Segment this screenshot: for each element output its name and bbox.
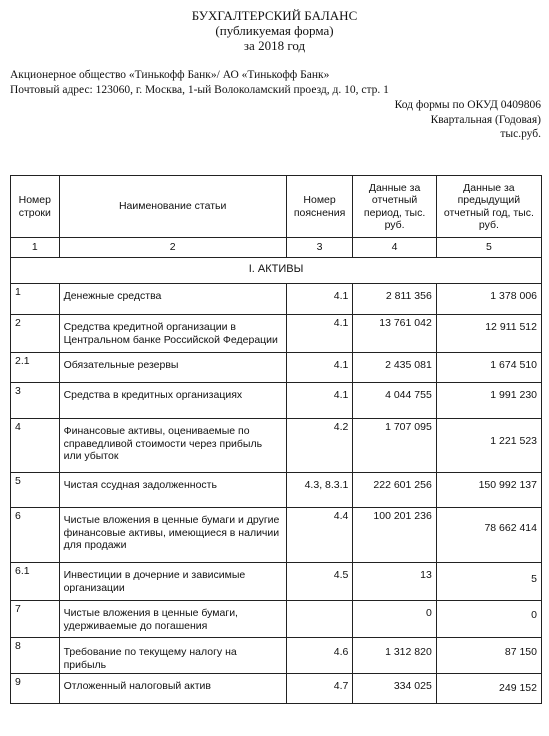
row-current: 13 761 042 [353,315,436,353]
column-number: 5 [436,238,541,258]
row-name: Денежные средства [59,284,286,315]
row-note: 4.1 [286,353,353,383]
row-number: 7 [11,601,60,638]
row-name: Требование по текущему налогу на прибыль [59,638,286,674]
section-row [11,258,542,284]
row-name: Отложенный налоговый актив [59,674,286,704]
company-name: Акционерное общество «Тинькофф Банк»/ АО «Тинькофф Банк» [10,69,330,81]
form-units: тыс.руб. [500,128,541,140]
row-number: 6.1 [11,563,60,601]
row-note: 4.1 [286,383,353,419]
header-previous-year: Данные за предыдущий отчетный год, тыс. руб. [436,176,541,238]
section-title: I. АКТИВЫ [11,258,542,284]
table-row [11,601,542,638]
header-current-period: Данные за отчетный период, тыс. руб. [353,176,436,238]
row-previous: 249 152 [436,674,541,704]
row-note: 4.4 [286,508,353,563]
row-previous: 150 992 137 [436,473,541,508]
row-current: 13 [353,563,436,601]
row-current: 0 [353,601,436,638]
table-row [11,674,542,704]
document-title: БУХГАЛТЕРСКИЙ БАЛАНС [191,8,358,23]
row-current: 222 601 256 [353,473,436,508]
row-name: Средства в кредитных организациях [59,383,286,419]
row-number: 2 [11,315,60,353]
row-name: Финансовые активы, оцениваемые по справедливой стоимости через прибыль или убыток [59,419,286,473]
row-name: Чистая ссудная задолженность [59,473,286,508]
row-current: 1 707 095 [353,419,436,473]
row-current: 1 312 820 [353,638,436,674]
form-code: Код формы по ОКУД 0409806 [394,99,541,111]
row-previous: 1 991 230 [436,383,541,419]
column-number: 2 [59,238,286,258]
row-previous: 0 [436,601,541,638]
column-number-row [11,238,542,258]
row-name: Средства кредитной организации в Центральном банке Российской Федерации [59,315,286,353]
row-note: 4.7 [286,674,353,704]
row-note: 4.6 [286,638,353,674]
table-row [11,638,542,674]
row-note: 4.3, 8.3.1 [286,473,353,508]
row-current: 4 044 755 [353,383,436,419]
row-previous: 87 150 [436,638,541,674]
row-number: 4 [11,419,60,473]
row-name: Инвестиции в дочерние и зависимые организации [59,563,286,601]
row-name: Обязательные резервы [59,353,286,383]
document-subtitle: (публикуемая форма) [215,23,334,38]
header-item-name: Наименование статьи [59,176,286,238]
table-row [11,419,542,473]
row-previous: 1 221 523 [436,419,541,473]
row-number: 8 [11,638,60,674]
company-address: Почтовый адрес: 123060, г. Москва, 1-ый Волоколамский проезд, д. 10, стр. 1 [10,84,389,96]
row-note: 4.1 [286,315,353,353]
row-number: 1 [11,284,60,315]
row-previous: 1 674 510 [436,353,541,383]
row-note [286,601,353,638]
table-row [11,473,542,508]
row-number: 9 [11,674,60,704]
table-row [11,508,542,563]
row-previous: 12 911 512 [436,315,541,353]
column-number: 3 [286,238,353,258]
row-number: 5 [11,473,60,508]
table-row [11,284,542,315]
row-note: 4.5 [286,563,353,601]
row-previous: 1 378 006 [436,284,541,315]
header-row-number: Номер строки [11,176,60,238]
row-current: 2 435 081 [353,353,436,383]
table-row [11,353,542,383]
row-previous: 5 [436,563,541,601]
form-frequency: Квартальная (Годовая) [430,114,541,126]
row-current: 334 025 [353,674,436,704]
column-number: 4 [353,238,436,258]
row-note: 4.1 [286,284,353,315]
balance-table [10,175,542,704]
table-row [11,563,542,601]
header-note-number: Номер пояснения [286,176,353,238]
row-number: 3 [11,383,60,419]
row-name: Чистые вложения в ценные бумаги и другие финансовые активы, имеющиеся в наличии для продажи [59,508,286,563]
row-number: 2.1 [11,353,60,383]
row-name: Чистые вложения в ценные бумаги, удерживаемые до погашения [59,601,286,638]
column-number: 1 [11,238,60,258]
table-header-row [11,176,542,238]
table-row [11,383,542,419]
row-note: 4.2 [286,419,353,473]
table-row [11,315,542,353]
row-previous: 78 662 414 [436,508,541,563]
document-period: за 2018 год [243,38,306,53]
row-current: 100 201 236 [353,508,436,563]
row-current: 2 811 356 [353,284,436,315]
row-number: 6 [11,508,60,563]
